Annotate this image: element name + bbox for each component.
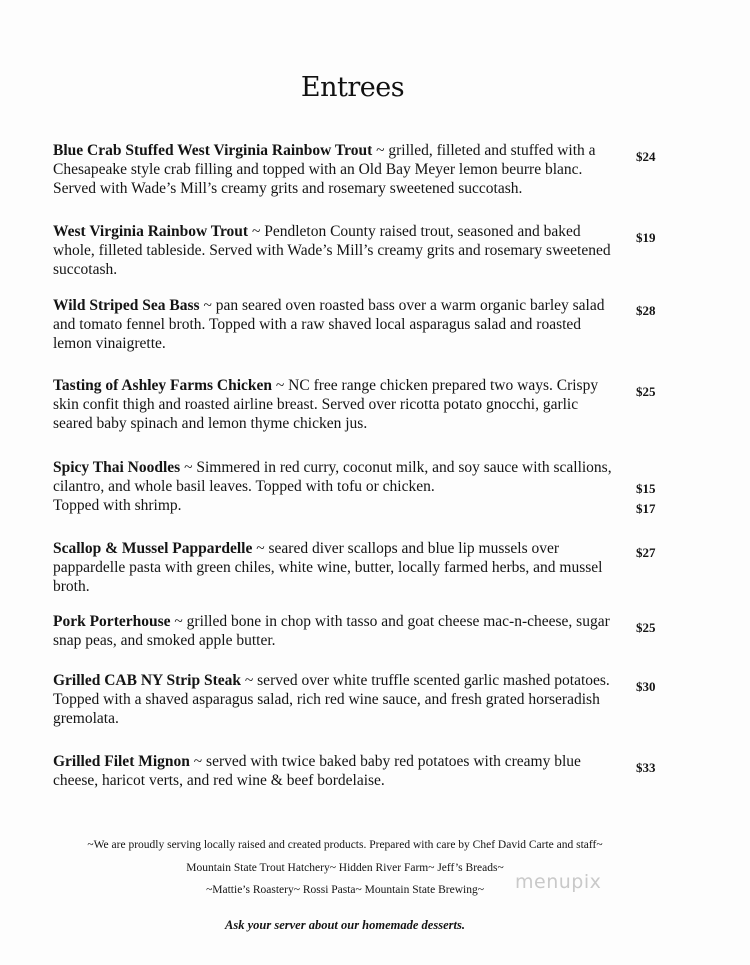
item-name: Spicy Thai Noodles xyxy=(53,459,181,476)
menu-item-scallop-pappardelle xyxy=(53,539,613,596)
menupix-watermark: menupix xyxy=(515,871,602,893)
menu-item-filet-mignon xyxy=(53,752,613,790)
item-name: Wild Striped Sea Bass xyxy=(53,297,200,314)
item-name: Blue Crab Stuffed West Virginia Rainbow Trout xyxy=(53,142,373,159)
item-price: $19 xyxy=(636,230,656,245)
item-name: Tasting of Ashley Farms Chicken xyxy=(53,377,273,394)
footer-suppliers-line-1: Mountain State Trout Hatchery~ Hidden River Farm~ Jeff’s Breads~ xyxy=(186,862,504,874)
item-price: $30 xyxy=(636,679,656,694)
item-description: ~ grilled bone in chop with tasso and goat cheese mac-n-cheese, sugar snap peas, and smoked apple butter. xyxy=(53,613,610,649)
item-description: ~ served over white truffle scented garlic mashed potatoes. Topped with a shaved asparagus salad, rich red wine sauce, and fresh grated horseradish gremolata. xyxy=(53,672,610,727)
item-price-addon: $17 xyxy=(636,501,656,516)
menu-item-rainbow-trout xyxy=(53,222,613,279)
menu-item-thai-noodles xyxy=(53,458,613,515)
menu-item-ashley-farms-chicken xyxy=(53,376,613,433)
menu-item-sea-bass xyxy=(53,296,613,353)
item-description: ~ Simmered in red curry, coconut milk, and soy sauce with scallions, cilantro, and whole basil leaves. Topped with tofu or chicken. xyxy=(53,459,612,495)
item-price: $25 xyxy=(636,620,656,635)
item-price: $28 xyxy=(636,303,656,318)
item-name: Grilled CAB NY Strip Steak xyxy=(53,672,242,689)
item-name: West Virginia Rainbow Trout xyxy=(53,223,249,240)
page-title: Entrees xyxy=(300,72,405,103)
item-description: ~ grilled, filleted and stuffed with a Chesapeake style crab filling and topped with an Old Bay Meyer lemon beurre blanc. Served with Wade’s Mill’s creamy grits and rosemary sweetened succotash. xyxy=(53,142,596,197)
item-price: $24 xyxy=(636,149,656,164)
item-name: Pork Porterhouse xyxy=(53,613,171,630)
footer-suppliers-line-2: ~Mattie’s Roastery~ Rossi Pasta~ Mountain State Brewing~ xyxy=(206,884,484,896)
menu-item-ny-strip-steak xyxy=(53,671,613,728)
item-name: Grilled Filet Mignon xyxy=(53,753,190,770)
menu-item-blue-crab-trout xyxy=(53,141,613,198)
item-description: ~ served with twice baked baby red potatoes with creamy blue cheese, haricot verts, and red wine & beef bordelaise. xyxy=(53,753,581,789)
item-price: $25 xyxy=(636,384,656,399)
item-description-addon: Topped with shrimp. xyxy=(53,497,182,514)
item-description: ~ Pendleton County raised trout, seasoned and baked whole, filleted tableside. Served with Wade’s Mill’s creamy grits and rosemary sweetened succotash. xyxy=(53,223,611,278)
item-description: ~ seared diver scallops and blue lip mussels over pappardelle pasta with green chiles, white wine, butter, locally farmed herbs, and mussel broth. xyxy=(53,540,603,595)
item-price: $15 xyxy=(636,481,656,496)
item-price: $27 xyxy=(636,545,656,560)
item-description: ~ pan seared oven roasted bass over a warm organic barley salad and tomato fennel broth. Topped with a raw shaved local asparagus salad and roasted lemon vinaigrette. xyxy=(53,297,605,352)
item-description: ~ NC free range chicken prepared two ways. Crispy skin confit thigh and roasted airline breast. Served over ricotta potato gnocchi, garlic seared baby spinach and lemon thyme chicken jus. xyxy=(53,377,599,432)
menu-item-pork-porterhouse xyxy=(53,612,613,650)
item-price: $33 xyxy=(636,760,656,775)
item-name: Scallop & Mussel Pappardelle xyxy=(53,540,253,557)
footer-local-statement: ~We are proudly serving locally raised and created products. Prepared with care by Chef David Carte and staff~ xyxy=(87,839,603,851)
footer-desserts-note: Ask your server about our homemade desserts. xyxy=(225,918,465,932)
